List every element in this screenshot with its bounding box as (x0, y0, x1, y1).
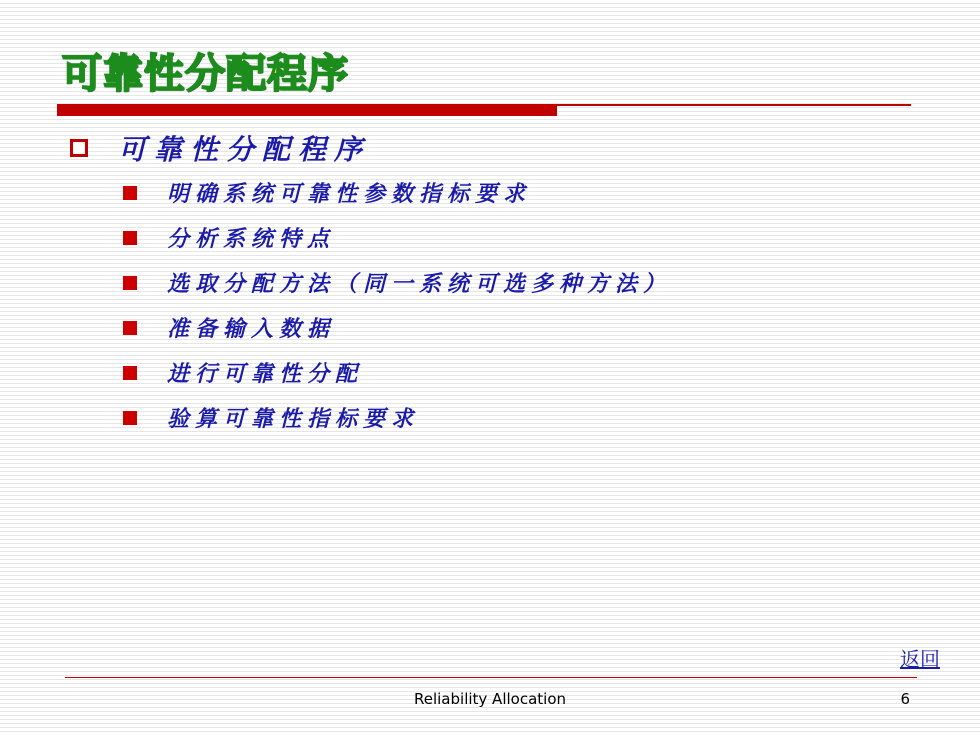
sub-bullet-text: 准备输入数据 (167, 316, 336, 342)
sub-bullet-text: 明确系统可靠性参数指标要求 (167, 181, 532, 207)
main-bullet (70, 128, 930, 168)
sub-bullet-text: 分析系统特点 (167, 226, 336, 252)
main-bullet-text: 可靠性分配程序 (118, 133, 371, 166)
footer-title: Reliability Allocation (414, 690, 566, 708)
sub-bullet-text: 选取分配方法（同一系统可选多种方法） (167, 271, 672, 297)
sub-bullet-item (123, 395, 930, 440)
sub-bullet-list (70, 170, 930, 440)
page-number: 6 (900, 690, 910, 708)
sub-bullet-item (123, 215, 930, 260)
hollow-square-bullet-icon (70, 139, 88, 157)
square-bullet-icon (123, 366, 137, 380)
footer-divider (65, 677, 917, 678)
square-bullet-icon (123, 186, 137, 200)
slide-title: 可靠性分配程序 (62, 51, 349, 97)
sub-bullet-item (123, 350, 930, 395)
sub-bullet-text: 验算可靠性指标要求 (167, 406, 420, 432)
sub-bullet-item (123, 260, 930, 305)
sub-bullet-item (123, 170, 930, 215)
sub-bullet-item (123, 305, 930, 350)
square-bullet-icon (123, 321, 137, 335)
square-bullet-icon (123, 276, 137, 290)
slide-content (70, 128, 930, 440)
sub-bullet-text: 进行可靠性分配 (167, 361, 364, 387)
square-bullet-icon (123, 231, 137, 245)
title-underline-thin (557, 104, 911, 106)
square-bullet-icon (123, 411, 137, 425)
title-underline-thick (57, 104, 557, 116)
return-link[interactable]: 返回 (900, 647, 940, 671)
